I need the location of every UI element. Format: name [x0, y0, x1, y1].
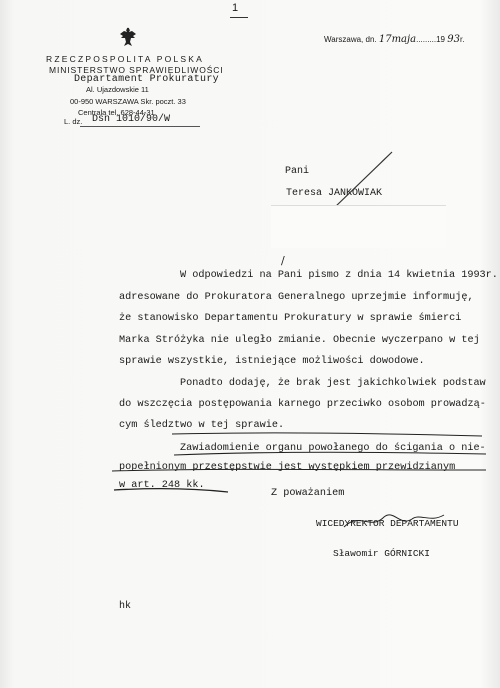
date-year-suffix: 93 — [447, 34, 460, 45]
date-day: 17 — [378, 34, 392, 45]
letterhead-street: Al. Ujazdowskie 11 — [86, 85, 149, 94]
recipient-salutation: Pani — [285, 166, 310, 177]
body-line: sprawie wszystkie, istniejące możliwości dowodowe. — [119, 356, 425, 367]
body-line: Ponadto dodaję, że brak jest jakichkolwiek podstaw — [180, 378, 486, 389]
reference-number: Dsn 1010/90/W — [92, 114, 171, 125]
body-line: cym śledztwo w tej sprawie. — [119, 420, 285, 431]
body-line-underlined: popełnionym przestępstwie jest występkiem przewidzianym — [119, 462, 456, 473]
reference-label: L. dz. — [64, 117, 83, 126]
margin-tick-mark: / — [281, 254, 285, 267]
eagle-emblem-icon — [118, 26, 138, 50]
body-line: do wszczęcia postępowania karnego przeciwko osobom prowadzą- — [119, 399, 486, 410]
body-line: adresowane do Prokuratora Generalnego uprzejmie informuję, — [119, 292, 474, 303]
date-r: r. — [459, 35, 465, 44]
date-year-prefix: 19 — [436, 35, 446, 44]
page-mark-underline — [230, 17, 248, 18]
body-line: W odpowiedzi na Pani pismo z dnia 14 kwietnia 1993r. — [180, 270, 498, 281]
typist-initials: hk — [119, 601, 132, 612]
date-month: maja — [391, 34, 417, 45]
letterhead-phone: Centrala tel. 628-44-31 — [78, 108, 155, 117]
handwritten-signature — [340, 505, 450, 535]
signature-name: Sławomir GÓRNICKI — [333, 548, 430, 559]
letterhead-department: Departament Prokuratury — [74, 74, 219, 85]
letterhead-postal: 00-950 WARSZAWA Skr. poczt. 33 — [70, 97, 186, 106]
date-line: Warszawa, dn. 17maja.........19 93r. — [324, 34, 465, 45]
body-line: że stanowisko Departamentu Prokuratury w sprawie śmierci — [119, 313, 462, 324]
body-line: Marka Stróżyka nie uległo zmianie. Obecnie wyczerpano w tej — [119, 335, 480, 346]
letterhead-country: RZECZPOSPOLITA POLSKA — [46, 54, 204, 64]
closing-phrase: Z poważaniem — [271, 488, 345, 499]
reference-underline — [80, 126, 200, 127]
redacted-address-area — [271, 205, 446, 248]
letterhead-ministry: MINISTERSTWO SPRAWIEDLIWOŚCI — [49, 65, 224, 75]
date-place: Warszawa, dn. — [324, 35, 377, 44]
body-line-underlined: w art. 248 kk. — [119, 480, 205, 491]
pen-slash-mark — [330, 150, 400, 210]
body-line-underlined: Zawiadomienie organu powołanego do ścigania o nie- — [180, 443, 486, 454]
page-mark: 1 — [232, 2, 240, 14]
recipient-name: Teresa JANKOWIAK — [286, 188, 383, 199]
signature-title: WICEDYREKTOR DEPARTAMENTU — [316, 518, 459, 529]
